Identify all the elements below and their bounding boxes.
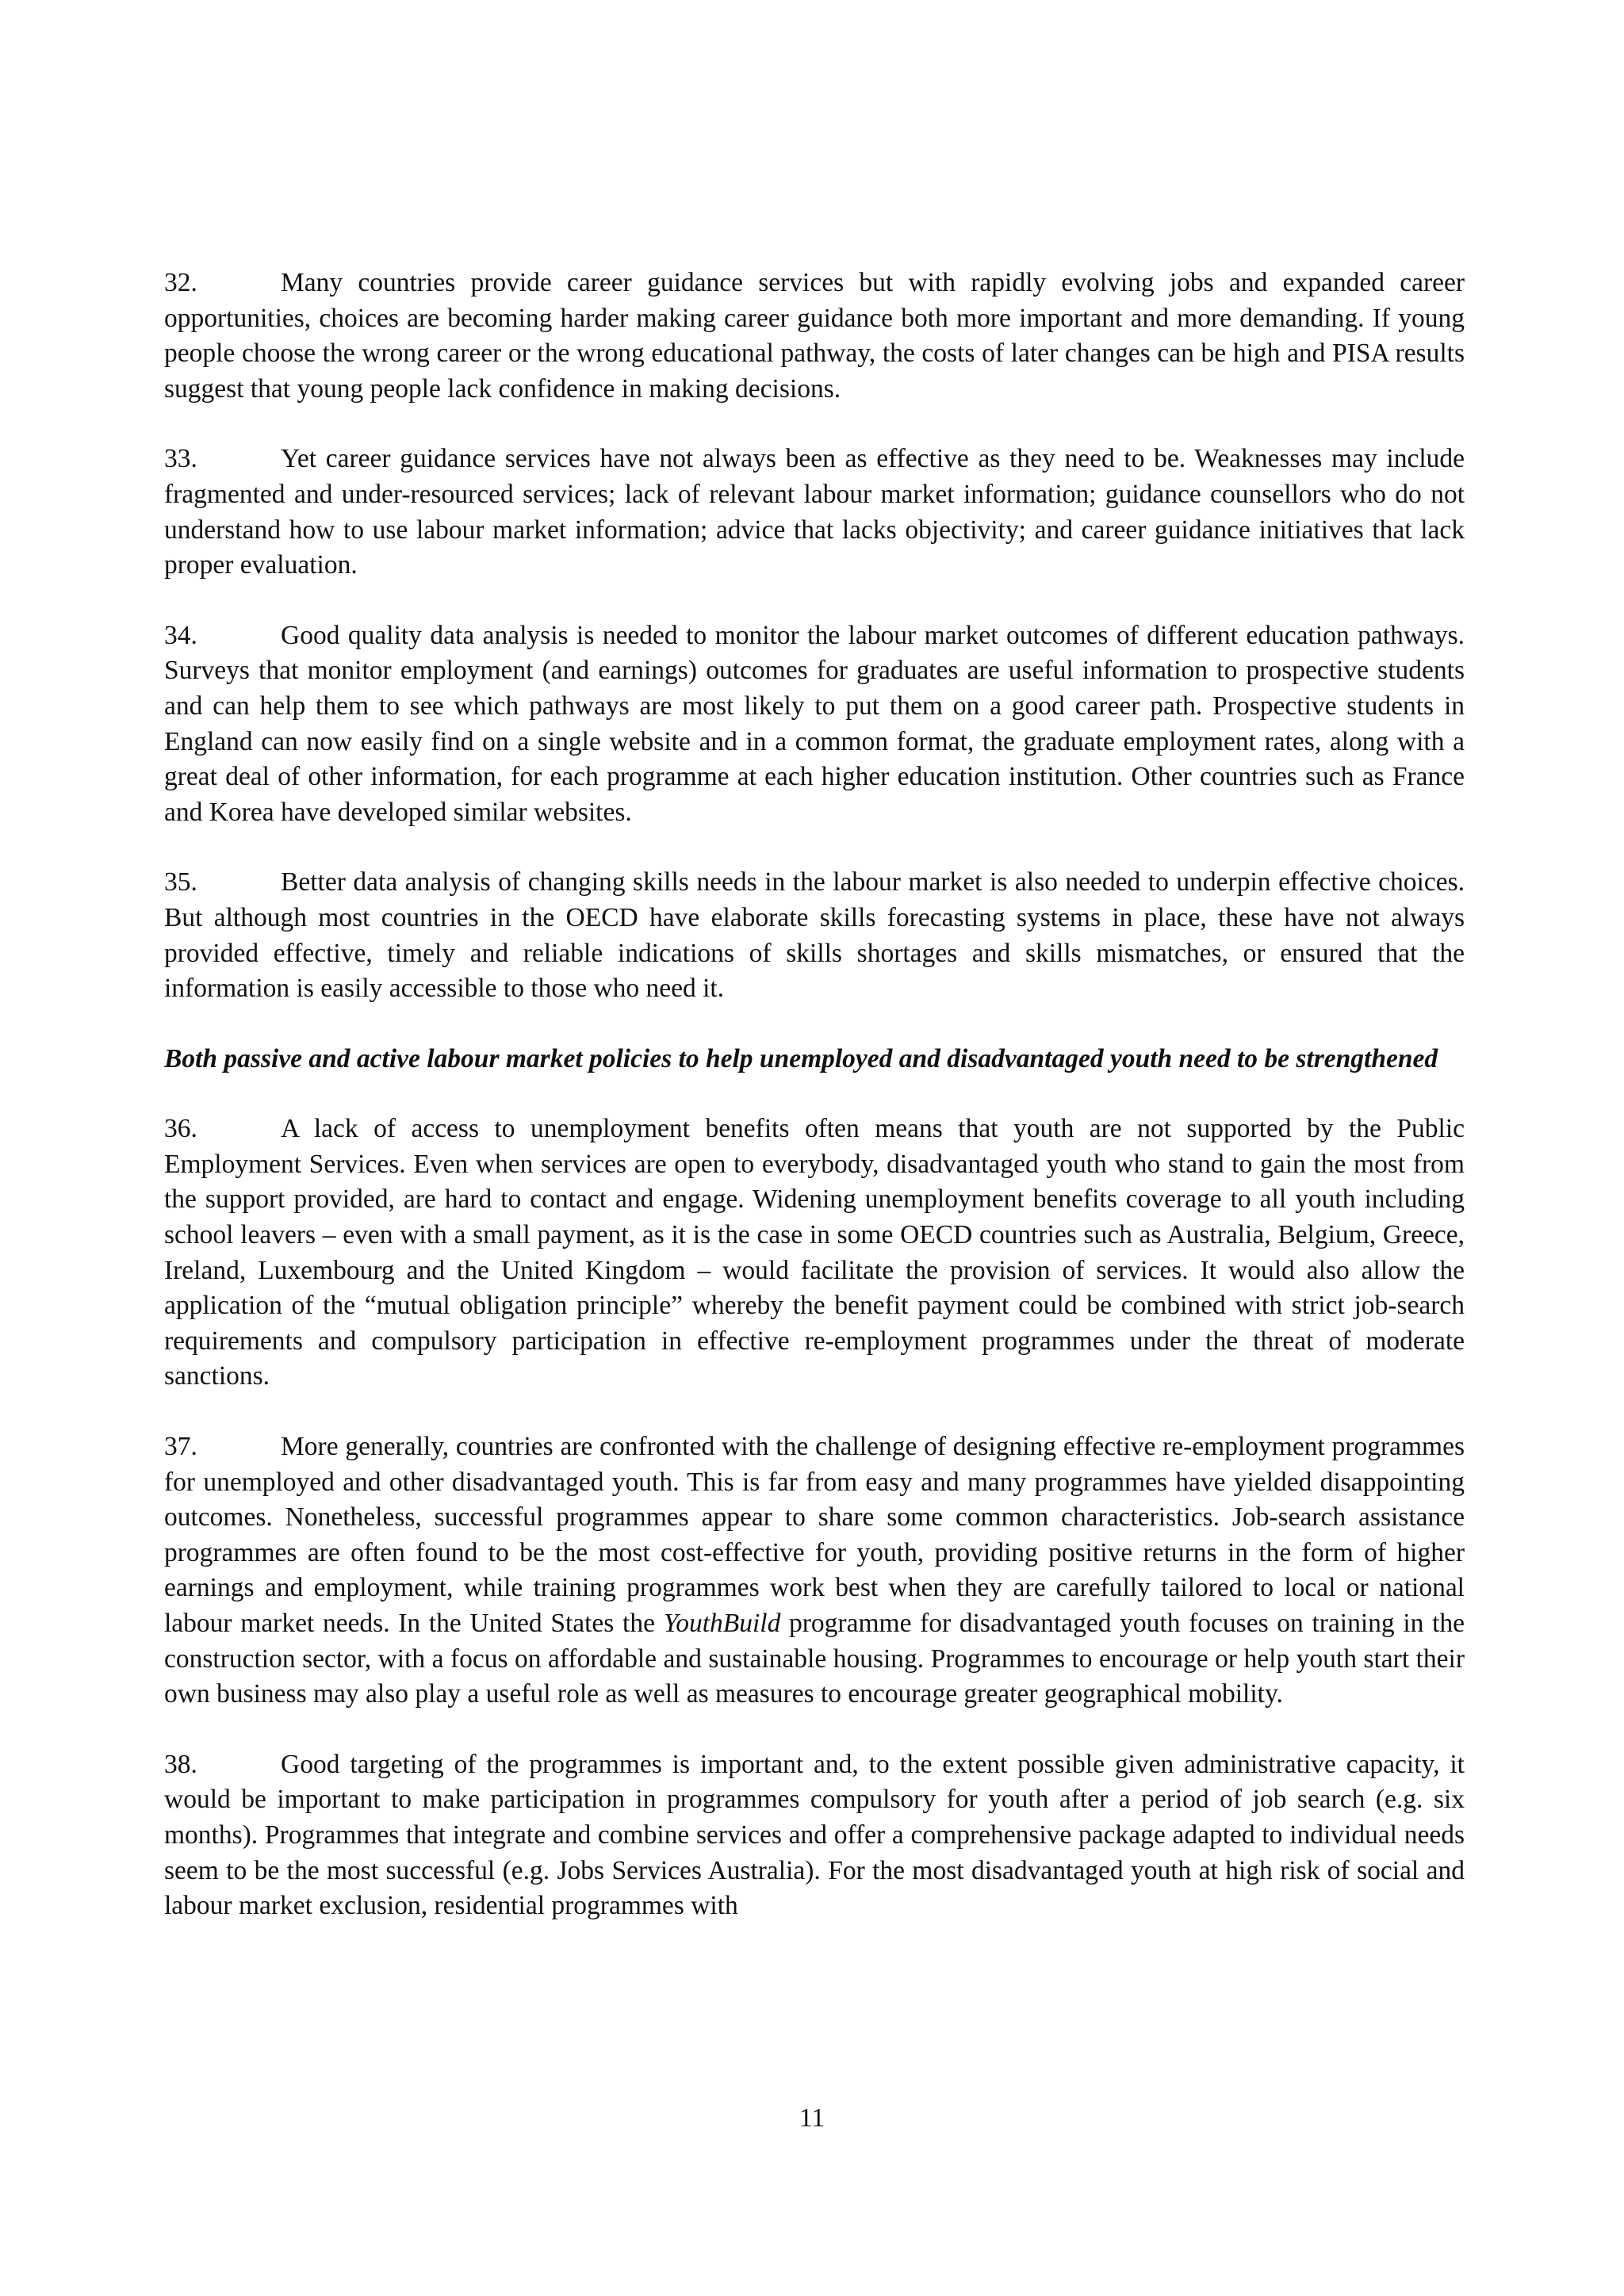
- paragraph-number: 38.: [164, 1749, 197, 1779]
- paragraph-text: Good targeting of the programmes is important and, to the extent possible given administrative capacity, it would be important to make participation in programmes compulsory for youth after a period of job search (e.g. six months). Programmes that integrate and combine services and offer a comprehensive package adapted to individual needs seem to be the most successful (e.g. Jobs Services Australia). For the most disadvantaged youth at high risk of social and labour market exclusion, residential programmes with: [164, 1749, 1465, 1921]
- paragraph-number: 37.: [164, 1432, 197, 1462]
- paragraph-text: Yet career guidance services have not always been as effective as they need to be. Weaknesses may include fragmented and under-resourced services; lack of relevant labour market information; guidance counsellors who do not understand how to use labour market information; advice that lacks objectivity; and career guidance initiatives that lack proper evaluation.: [164, 444, 1465, 580]
- document-body: [164, 266, 1465, 1959]
- programme-name-italic: YouthBuild: [663, 1609, 781, 1638]
- paragraph-38: [164, 1747, 1465, 1924]
- page-number: 11: [799, 2103, 825, 2133]
- paragraph-number: 35.: [164, 867, 197, 897]
- section-heading: Both passive and active labour market policies to help unemployed and disadvantaged youth need to be strengthened: [164, 1043, 1438, 1073]
- paragraph-text: A lack of access to unemployment benefits often means that youth are not supported by the Public Employment Services. Even when services are open to everybody, disadvantaged youth who stand to gain the most from the support provided, are hard to contact and engage. Widening unemployment benefits coverage to all youth including school leavers – even with a small payment, as it is the case in some OECD countries such as Australia, Belgium, Greece, Ireland, Luxembourg and the United Kingdom – would facilitate the provision of services. It would also allow the application of the “mutual obligation principle” whereby the benefit payment could be combined with strict job-search requirements and compulsory participation in effective re-employment programmes under the threat of moderate sanctions.: [164, 1114, 1465, 1391]
- paragraph-number: 34.: [164, 620, 197, 650]
- paragraph-34: [164, 618, 1465, 831]
- paragraph-35: [164, 865, 1465, 1006]
- paragraph-number: 32.: [164, 268, 197, 297]
- paragraph-text: Good quality data analysis is needed to monitor the labour market outcomes of different education pathways. Surveys that monitor employment (and earnings) outcomes for graduates are useful information to prospective students and can help them to see which pathways are most likely to put them on a good career path. Prospective students in England can now easily find on a single website and in a common format, the graduate employment rates, along with a great deal of other information, for each programme at each higher education institution. Other countries such as France and Korea have developed similar websites.: [164, 620, 1465, 827]
- paragraph-text-after: programme for disadvantaged youth focuses on training in the construction sector, with a focus on affordable and sustainable housing. Programmes to encourage or help youth start their own business may also play a useful role as well as measures to encourage greater geographical mobility.: [164, 1609, 1465, 1709]
- paragraph-text-before: More generally, countries are confronted with the challenge of designing effective re-employment programmes for unemployed and other disadvantaged youth. This is far from easy and many programmes have yielded disappointing outcomes. Nonetheless, successful programmes appear to share some common characteristics. Job-search assistance programmes are often found to be the most cost-effective for youth, providing positive returns in the form of higher earnings and employment, while training programmes work best when they are carefully tailored to local or national labour market needs. In the United States the: [164, 1432, 1465, 1638]
- paragraph-number: 33.: [164, 444, 197, 474]
- paragraph-text: Better data analysis of changing skills needs in the labour market is also needed to underpin effective choices. But although most countries in the OECD have elaborate skills forecasting systems in place, these have not always provided effective, timely and reliable indications of skills shortages and skills mismatches, or ensured that the information is easily accessible to those who need it.: [164, 867, 1465, 1004]
- paragraph-33: [164, 442, 1465, 583]
- paragraph-32: [164, 266, 1465, 407]
- paragraph-text: Many countries provide career guidance services but with rapidly evolving jobs and expanded career opportunities, choices are becoming harder making career guidance both more important and more demanding. If young people choose the wrong career or the wrong educational pathway, the costs of later changes can be high and PISA results suggest that young people lack confidence in making decisions.: [164, 268, 1465, 404]
- paragraph-number: 36.: [164, 1114, 197, 1144]
- paragraph-36: [164, 1112, 1465, 1395]
- paragraph-37: [164, 1429, 1465, 1712]
